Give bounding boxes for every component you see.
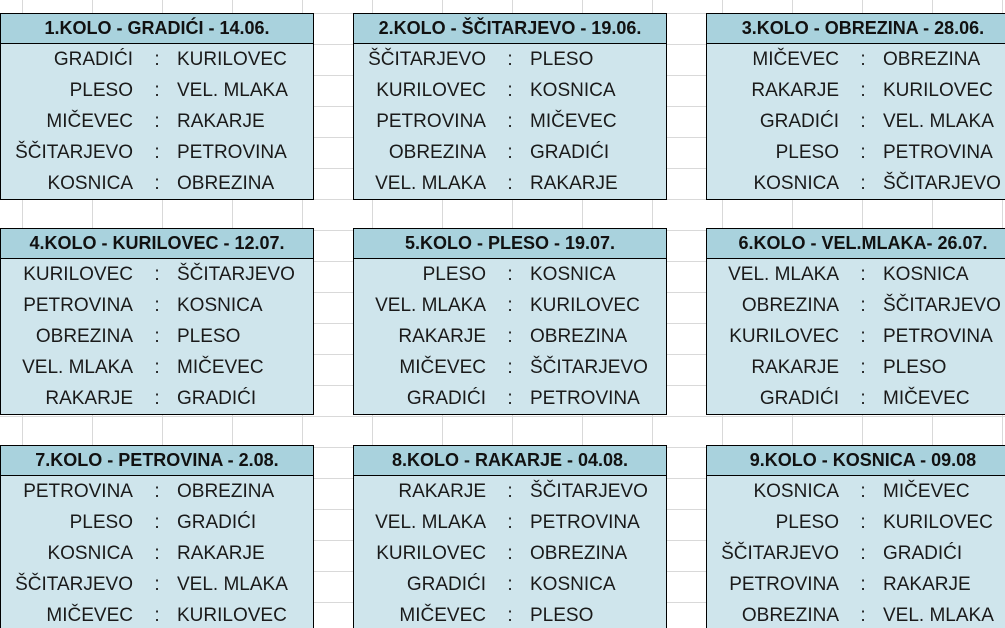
- match-separator: :: [154, 357, 160, 378]
- home-team: RAKARJE: [45, 388, 133, 409]
- away-team: PLESO: [883, 357, 947, 378]
- match-row: [1, 507, 313, 538]
- match-separator: :: [860, 264, 866, 285]
- match-row: [354, 168, 666, 199]
- match-separator: :: [507, 574, 513, 595]
- match-separator: :: [860, 543, 866, 564]
- match-separator: :: [507, 481, 513, 502]
- home-team: ŠČITARJEVO: [15, 142, 133, 163]
- match-separator: :: [507, 173, 513, 194]
- match-separator: :: [154, 388, 160, 409]
- home-team: KOSNICA: [47, 543, 133, 564]
- home-team: RAKARJE: [398, 481, 486, 502]
- home-team: PETROVINA: [23, 295, 133, 316]
- away-team: MIČEVEC: [530, 111, 617, 132]
- away-team: ŠČITARJEVO: [530, 481, 648, 502]
- match-row: [1, 476, 313, 507]
- match-separator: :: [154, 512, 160, 533]
- match-row: [1, 137, 313, 168]
- match-separator: :: [507, 605, 513, 626]
- away-team: MIČEVEC: [883, 388, 970, 409]
- away-team: ŠČITARJEVO: [883, 173, 1001, 194]
- away-team: KOSNICA: [883, 264, 969, 285]
- home-team: PETROVINA: [23, 481, 133, 502]
- match-separator: :: [860, 295, 866, 316]
- match-separator: :: [154, 481, 160, 502]
- home-team: KURILOVEC: [729, 326, 839, 347]
- home-team: MIČEVEC: [46, 605, 133, 626]
- match-row: [354, 507, 666, 538]
- home-team: ŠČITARJEVO: [368, 49, 486, 70]
- away-team: OBREZINA: [530, 326, 628, 347]
- match-separator: :: [860, 80, 866, 101]
- match-separator: :: [154, 80, 160, 101]
- away-team: KOSNICA: [177, 295, 263, 316]
- away-team: KURILOVEC: [177, 49, 287, 70]
- home-team: PLESO: [422, 264, 486, 285]
- away-team: KURILOVEC: [883, 80, 993, 101]
- round-title: 4.KOLO - KURILOVEC - 12.07.: [1, 229, 313, 259]
- match-separator: :: [860, 481, 866, 502]
- home-team: OBREZINA: [388, 142, 486, 163]
- match-row: [1, 321, 313, 352]
- away-team: OBREZINA: [177, 481, 275, 502]
- away-team: GRADIĆI: [177, 512, 257, 533]
- away-team: PLESO: [177, 326, 241, 347]
- home-team: MIČEVEC: [46, 111, 133, 132]
- away-team: KOSNICA: [530, 80, 616, 101]
- round-title: 7.KOLO - PETROVINA - 2.08.: [1, 446, 313, 476]
- match-row: [354, 600, 666, 628]
- match-row: [707, 259, 1005, 290]
- match-row: [354, 383, 666, 414]
- match-separator: :: [507, 142, 513, 163]
- home-team: KURILOVEC: [23, 264, 133, 285]
- match-row: [354, 137, 666, 168]
- away-team: VEL. MLAKA: [177, 574, 288, 595]
- match-separator: :: [860, 574, 866, 595]
- round-title: 1.KOLO - GRADIĆI - 14.06.: [1, 14, 313, 44]
- match-row: [707, 383, 1005, 414]
- match-row: [1, 106, 313, 137]
- round-8-block: [353, 445, 667, 628]
- match-separator: :: [860, 173, 866, 194]
- home-team: RAKARJE: [751, 357, 839, 378]
- match-separator: :: [860, 111, 866, 132]
- away-team: ŠČITARJEVO: [177, 264, 295, 285]
- home-team: MIČEVEC: [752, 49, 839, 70]
- match-separator: :: [860, 49, 866, 70]
- match-separator: :: [154, 543, 160, 564]
- match-separator: :: [154, 142, 160, 163]
- match-separator: :: [154, 295, 160, 316]
- away-team: PETROVINA: [530, 512, 640, 533]
- match-row: [1, 383, 313, 414]
- match-separator: :: [507, 357, 513, 378]
- match-row: [707, 507, 1005, 538]
- match-row: [354, 538, 666, 569]
- home-team: VEL. MLAKA: [728, 264, 839, 285]
- away-team: KURILOVEC: [177, 605, 287, 626]
- home-team: OBREZINA: [35, 326, 133, 347]
- round-2-block: [353, 13, 667, 200]
- match-separator: :: [860, 326, 866, 347]
- away-team: RAKARJE: [530, 173, 618, 194]
- match-row: [707, 569, 1005, 600]
- away-team: ŠČITARJEVO: [883, 295, 1001, 316]
- home-team: PETROVINA: [376, 111, 486, 132]
- round-6-block: [706, 228, 1005, 415]
- match-row: [707, 290, 1005, 321]
- match-separator: :: [154, 326, 160, 347]
- home-team: PLESO: [69, 512, 133, 533]
- match-separator: :: [154, 605, 160, 626]
- away-team: PLESO: [530, 49, 594, 70]
- match-row: [354, 75, 666, 106]
- round-7-block: [0, 445, 314, 628]
- home-team: GRADIĆI: [406, 574, 486, 595]
- match-separator: :: [860, 388, 866, 409]
- round-title: 3.KOLO - OBREZINA - 28.06.: [707, 14, 1005, 44]
- match-separator: :: [154, 264, 160, 285]
- away-team: GRADIĆI: [883, 543, 963, 564]
- match-row: [707, 137, 1005, 168]
- home-team: KURILOVEC: [376, 80, 486, 101]
- away-team: ŠČITARJEVO: [530, 357, 648, 378]
- round-9-block: [706, 445, 1005, 628]
- home-team: PETROVINA: [729, 574, 839, 595]
- match-row: [354, 352, 666, 383]
- match-separator: :: [154, 173, 160, 194]
- match-row: [1, 352, 313, 383]
- match-separator: :: [154, 49, 160, 70]
- match-separator: :: [507, 49, 513, 70]
- away-team: PETROVINA: [883, 142, 993, 163]
- match-separator: :: [507, 264, 513, 285]
- home-team: KURILOVEC: [376, 543, 486, 564]
- away-team: RAKARJE: [177, 543, 265, 564]
- home-team: PLESO: [69, 80, 133, 101]
- match-separator: :: [154, 574, 160, 595]
- away-team: PLESO: [530, 605, 594, 626]
- away-team: PETROVINA: [883, 326, 993, 347]
- away-team: GRADIĆI: [530, 142, 610, 163]
- match-separator: :: [860, 357, 866, 378]
- home-team: PLESO: [775, 512, 839, 533]
- home-team: ŠČITARJEVO: [721, 543, 839, 564]
- match-row: [1, 290, 313, 321]
- away-team: GRADIĆI: [177, 388, 257, 409]
- match-separator: :: [507, 295, 513, 316]
- match-separator: :: [507, 80, 513, 101]
- home-team: VEL. MLAKA: [375, 295, 486, 316]
- match-row: [707, 538, 1005, 569]
- match-separator: :: [507, 512, 513, 533]
- match-row: [707, 352, 1005, 383]
- match-row: [707, 44, 1005, 75]
- home-team: ŠČITARJEVO: [15, 574, 133, 595]
- match-row: [707, 168, 1005, 199]
- home-team: VEL. MLAKA: [22, 357, 133, 378]
- match-row: [354, 290, 666, 321]
- round-4-block: [0, 228, 314, 415]
- home-team: GRADIĆI: [53, 49, 133, 70]
- home-team: KOSNICA: [47, 173, 133, 194]
- away-team: OBREZINA: [177, 173, 275, 194]
- match-row: [707, 321, 1005, 352]
- match-row: [1, 600, 313, 628]
- away-team: KOSNICA: [530, 574, 616, 595]
- match-separator: :: [860, 142, 866, 163]
- home-team: PLESO: [775, 142, 839, 163]
- match-row: [707, 106, 1005, 137]
- away-team: VEL. MLAKA: [883, 111, 994, 132]
- round-title: 8.KOLO - RAKARJE - 04.08.: [354, 446, 666, 476]
- home-team: KOSNICA: [753, 173, 839, 194]
- round-title: 5.KOLO - PLESO - 19.07.: [354, 229, 666, 259]
- away-team: RAKARJE: [883, 574, 971, 595]
- away-team: OBREZINA: [883, 49, 981, 70]
- match-separator: :: [507, 326, 513, 347]
- away-team: PETROVINA: [177, 142, 287, 163]
- home-team: VEL. MLAKA: [375, 173, 486, 194]
- home-team: MIČEVEC: [399, 357, 486, 378]
- home-team: MIČEVEC: [399, 605, 486, 626]
- match-row: [707, 75, 1005, 106]
- match-separator: :: [860, 512, 866, 533]
- match-row: [354, 569, 666, 600]
- match-separator: :: [507, 543, 513, 564]
- away-team: VEL. MLAKA: [883, 605, 994, 626]
- home-team: GRADIĆI: [759, 111, 839, 132]
- round-1-block: [0, 13, 314, 200]
- match-row: [707, 476, 1005, 507]
- home-team: GRADIĆI: [406, 388, 486, 409]
- match-separator: :: [507, 388, 513, 409]
- home-team: RAKARJE: [751, 80, 839, 101]
- away-team: OBREZINA: [530, 543, 628, 564]
- match-separator: :: [154, 111, 160, 132]
- round-title: 6.KOLO - VEL.MLAKA- 26.07.: [707, 229, 1005, 259]
- away-team: KOSNICA: [530, 264, 616, 285]
- away-team: KURILOVEC: [883, 512, 993, 533]
- home-team: OBREZINA: [741, 605, 839, 626]
- match-row: [1, 75, 313, 106]
- round-title: 2.KOLO - ŠČITARJEVO - 19.06.: [354, 14, 666, 44]
- away-team: RAKARJE: [177, 111, 265, 132]
- home-team: KOSNICA: [753, 481, 839, 502]
- match-row: [354, 106, 666, 137]
- match-row: [354, 476, 666, 507]
- match-separator: :: [507, 111, 513, 132]
- round-title: 9.KOLO - KOSNICA - 09.08: [707, 446, 1005, 476]
- match-row: [1, 168, 313, 199]
- away-team: PETROVINA: [530, 388, 640, 409]
- home-team: VEL. MLAKA: [375, 512, 486, 533]
- away-team: MIČEVEC: [883, 481, 970, 502]
- match-row: [1, 44, 313, 75]
- match-row: [354, 321, 666, 352]
- away-team: KURILOVEC: [530, 295, 640, 316]
- away-team: MIČEVEC: [177, 357, 264, 378]
- home-team: GRADIĆI: [759, 388, 839, 409]
- match-row: [354, 44, 666, 75]
- round-5-block: [353, 228, 667, 415]
- match-row: [1, 259, 313, 290]
- match-row: [1, 569, 313, 600]
- round-3-block: [706, 13, 1005, 200]
- match-row: [1, 538, 313, 569]
- match-row: [354, 259, 666, 290]
- away-team: VEL. MLAKA: [177, 80, 288, 101]
- home-team: RAKARJE: [398, 326, 486, 347]
- match-row: [707, 600, 1005, 628]
- home-team: OBREZINA: [741, 295, 839, 316]
- match-separator: :: [860, 605, 866, 626]
